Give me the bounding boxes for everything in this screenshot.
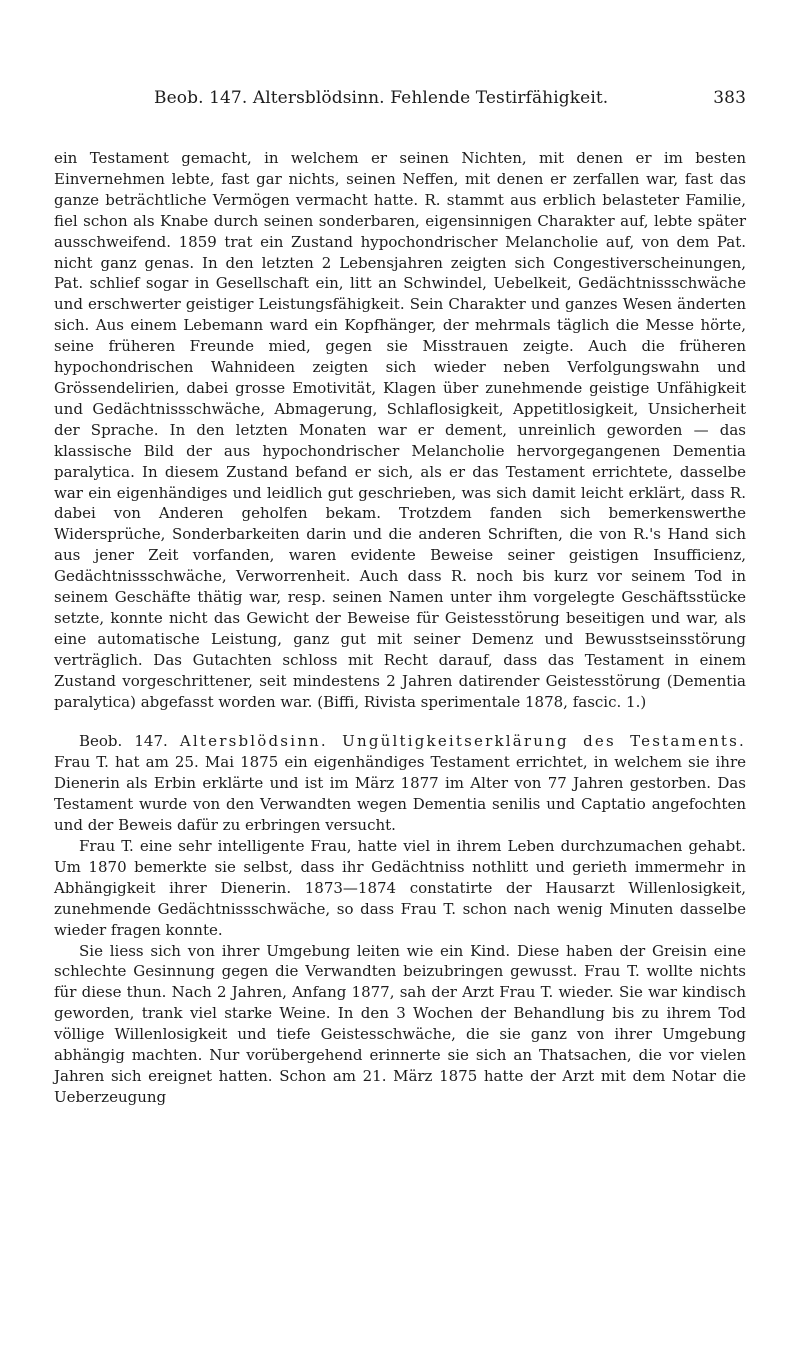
paragraph-decline: Sie liess sich von ihrer Umgebung leiten wie ein Kind. Diese haben der Greisin eine schlechte Gesinnung gegen die Verwandten beizubringen gewusst. Frau T. wollte nichts für diese thun. Nach 2 Jahren, Anfang 1877, sah der Arzt Frau T. wieder. Sie war kindisch geworden, trank viel starke Weine. In den 3 Wochen der Behandlung bis zu ihrem Tod völlige Willenlosigkeit und tiefe Geistesschwäche, die sie ganz von ihrer Umgebung abhängig machten. Nur vorübergehend erinnerte sie sich an Thatsachen, die vor vielen Jahren sich ereignet hatten. Schon am 21. März 1875 hatte der Arzt mit dem Notar die Ueberzeugung (54, 941, 746, 1106)
case-text: Frau T. hat am 25. Mai 1875 ein eigenhändiges Testament errichtet, in welchem sie ihre Dienerin als Erbin erklärte und ist im März 1877 im Alter von 77 Jahren gestorben. Das Testament wurde von den Verwandten wegen Dementia senilis und Captatio angefochten und der Beweis dafür zu erbringen versucht. (54, 753, 746, 835)
paragraph-case-147 (54, 731, 746, 836)
running-title: Beob. 147. Altersblödsinn. Fehlende Testirfähigkeit. (154, 88, 609, 108)
page-number: 383 (713, 88, 746, 108)
book-page (54, 88, 746, 1108)
case-number: Beob. 147. (79, 732, 168, 751)
case-heading: Altersblödsinn. Ungültigkeitserklärung des Testaments. (179, 732, 746, 751)
paragraph-history: Frau T. eine sehr intelligente Frau, hatte viel in ihrem Leben durchzumachen gehabt. Um 1870 bemerkte sie selbst, dass ihr Gedächtniss nothlitt und gerieth immermehr in Abhängigkeit ihrer Dienerin. 1873—1874 constatirte der Hausarzt Willenlosigkeit, zunehmende Gedächtnissschwäche, so dass Frau T. schon nach wenig Minuten dasselbe wieder fragen konnte. (54, 837, 746, 939)
running-header (54, 88, 746, 118)
paragraph-case-continuation: ein Testament gemacht, in welchem er seinen Nichten, mit denen er im besten Einvernehmen lebte, fast gar nichts, seinen Neffen, mit denen er zerfallen war, fast das ganze beträchtliche Vermögen vermacht hatte. R. stammt aus erblich belasteter Familie, fiel schon als Knabe durch seinen sonderbaren, eigensinnigen Charakter auf, lebte später ausschweifend. 1859 trat ein Zustand hypochondrischer Melancholie auf, von dem Pat. nicht ganz genas. In den letzten 2 Lebensjahren zeigten sich Congestiverscheinungen, Pat. schlief sogar in Gesellschaft ein, litt an Schwindel, Uebelkeit, Gedächtnissschwäche und erschwerter geistiger Leistungsfähigkeit. Sein Charakter und ganzes Wesen änderten sich. Aus einem Lebemann ward ein Kopfhänger, der mehrmals täglich die Messe hörte, seine früheren Freunde mied, gegen sie Misstrauen zeigte. Auch die früheren hypochondrischen Wahnideen zeigten sich wieder neben Verfolgungswahn und Grössendelirien, dabei grosse Emotivität, Klagen über zunehmende geistige Unfähigkeit und Gedächtnissschwäche, Abmagerung, Schlaflosigkeit, Appetitlosigkeit, Unsicherheit der Sprache. In den letzten Monaten war er dement, unreinlich geworden — das klassische Bild der aus hypochondrischer Melancholie hervorgegangenen Dementia paralytica. In diesem Zustand befand er sich, als er das Testament errichtete, dasselbe war ein eigenhändiges und leidlich gut geschrieben, was sich damit leicht erklärt, dass R. dabei von Anderen geholfen bekam. Trotzdem fanden sich bemerkenswerthe Widersprüche, Sonderbarkeiten darin und die anderen Schriften, die von R.'s Hand sich aus jener Zeit vorfanden, waren evidente Beweise seiner geistigen Insufficienz, Gedächtnissschwäche, Verworrenheit. Auch dass R. noch bis kurz vor seinem Tod in seinem Geschäfte thätig war, resp. seinen Namen unter ihm vorgelegte Geschäftsstücke setzte, konnte nicht das Gewicht der Beweise für Geistesstörung beseitigen und war, als eine automatische Leistung, ganz gut mit seiner Demenz und Bewusstseinsstörung verträglich. Das Gutachten schloss mit Recht darauf, dass das Testament in einem Zustand vorgeschrittener, seit mindestens 2 Jahren datirender Geistesstörung (Dementia paralytica) abgefasst worden war. (Biffi, Rivista sperimentale 1878, fascic. 1.) (54, 149, 746, 711)
body-text (54, 148, 746, 1108)
